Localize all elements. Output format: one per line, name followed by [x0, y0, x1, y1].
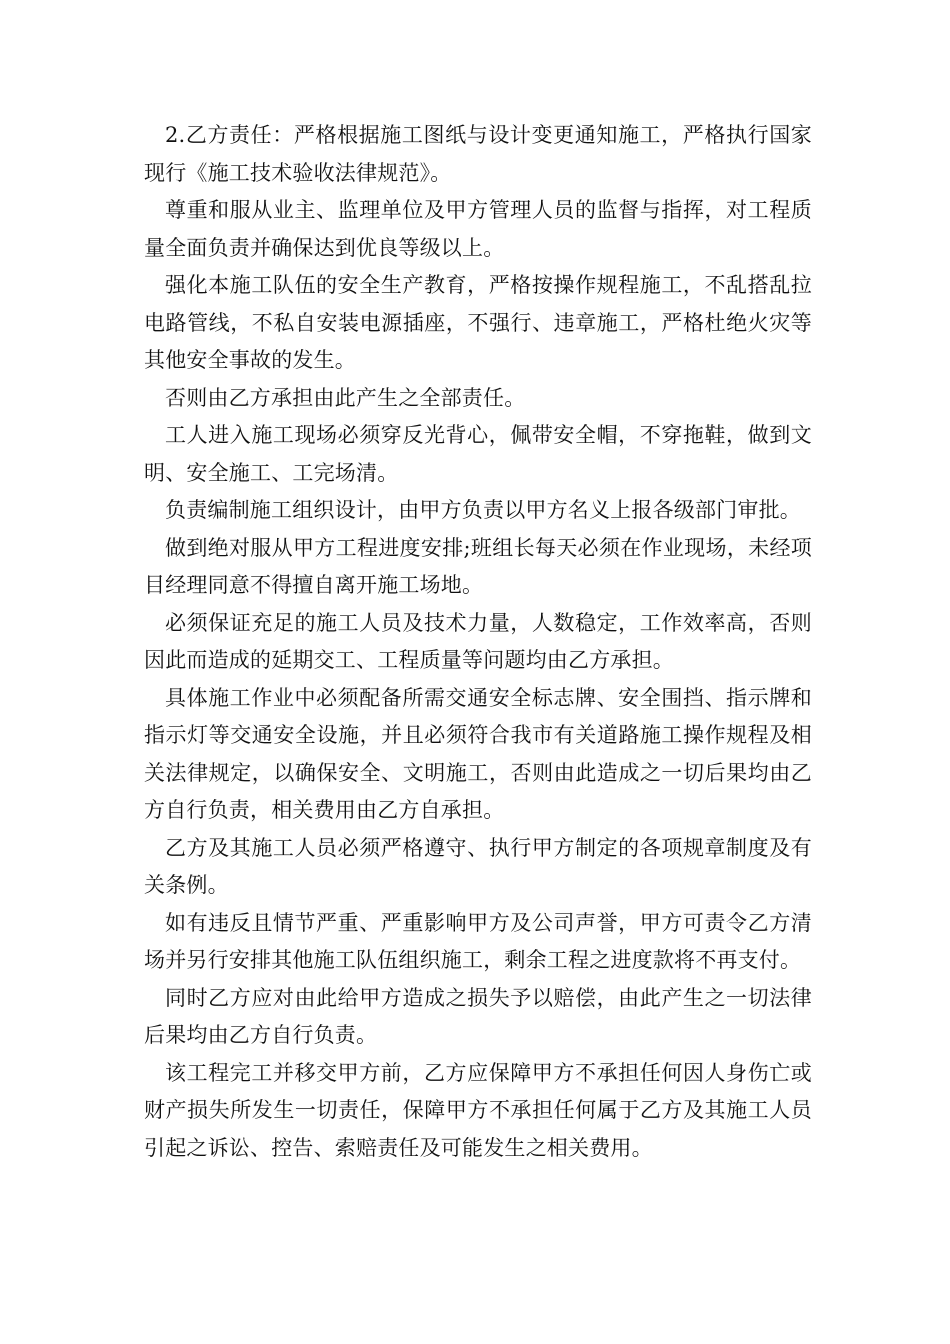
- paragraph-traffic-safety: 具体施工作业中必须配备所需交通安全标志牌、安全围挡、指示牌和指示灯等交通安全设施，并且必须符合我市有关道路施工操作规程及相关法律规定，以确保安全、文明施工，否则由此造成之一切后果均由乙方自行负责，相关费用由乙方自承担。: [144, 685, 812, 822]
- paragraph-violation: 如有违反且情节严重、严重影响甲方及公司声誉，甲方可责令乙方清场并另行安排其他施工队伍组织施工，剩余工程之进度款将不再支付。: [144, 910, 812, 972]
- paragraph-construction-design: 负责编制施工组织设计，由甲方负责以甲方名义上报各级部门审批。: [165, 498, 801, 522]
- paragraph-safety-education: 强化本施工队伍的安全生产教育，严格按操作规程施工，不乱搭乱拉电路管线，不私自安装电源插座，不强行、违章施工，严格杜绝火灾等其他安全事故的发生。: [144, 273, 812, 372]
- paragraph-worker-gear: 工人进入施工现场必须穿反光背心，佩带安全帽，不穿拖鞋，做到文明、安全施工、工完场清。: [144, 423, 812, 485]
- paragraph-compensation: 同时乙方应对由此给甲方造成之损失予以赔偿，由此产生之一切法律后果均由乙方自行负责。: [144, 985, 812, 1047]
- paragraph-responsibility-intro: 2.乙方责任：严格根据施工图纸与设计变更通知施工，严格执行国家现行《施工技术验收法律规范》。: [144, 123, 812, 185]
- document-body: [144, 117, 812, 1167]
- paragraph-rules: 乙方及其施工人员必须严格遵守、执行甲方制定的各项规章制度及有关条例。: [144, 835, 812, 897]
- paragraph-schedule: 做到绝对服从甲方工程进度安排;班组长每天必须在作业现场，未经项目经理同意不得擅自离开施工场地。: [144, 535, 812, 597]
- paragraph-obey-supervision: 尊重和服从业主、监理单位及甲方管理人员的监督与指挥，对工程质量全面负责并确保达到优良等级以上。: [144, 198, 812, 260]
- paragraph-staffing: 必须保证充足的施工人员及技术力量，人数稳定，工作效率高，否则因此而造成的延期交工、工程质量等问题均由乙方承担。: [144, 610, 812, 672]
- paragraph-liability: 否则由乙方承担由此产生之全部责任。: [165, 385, 526, 410]
- paragraph-handover: 该工程完工并移交甲方前，乙方应保障甲方不承担任何因人身伤亡或财产损失所发生一切责任，保障甲方不承担任何属于乙方及其施工人员引起之诉讼、控告、索赔责任及可能发生之相关费用。: [144, 1060, 812, 1160]
